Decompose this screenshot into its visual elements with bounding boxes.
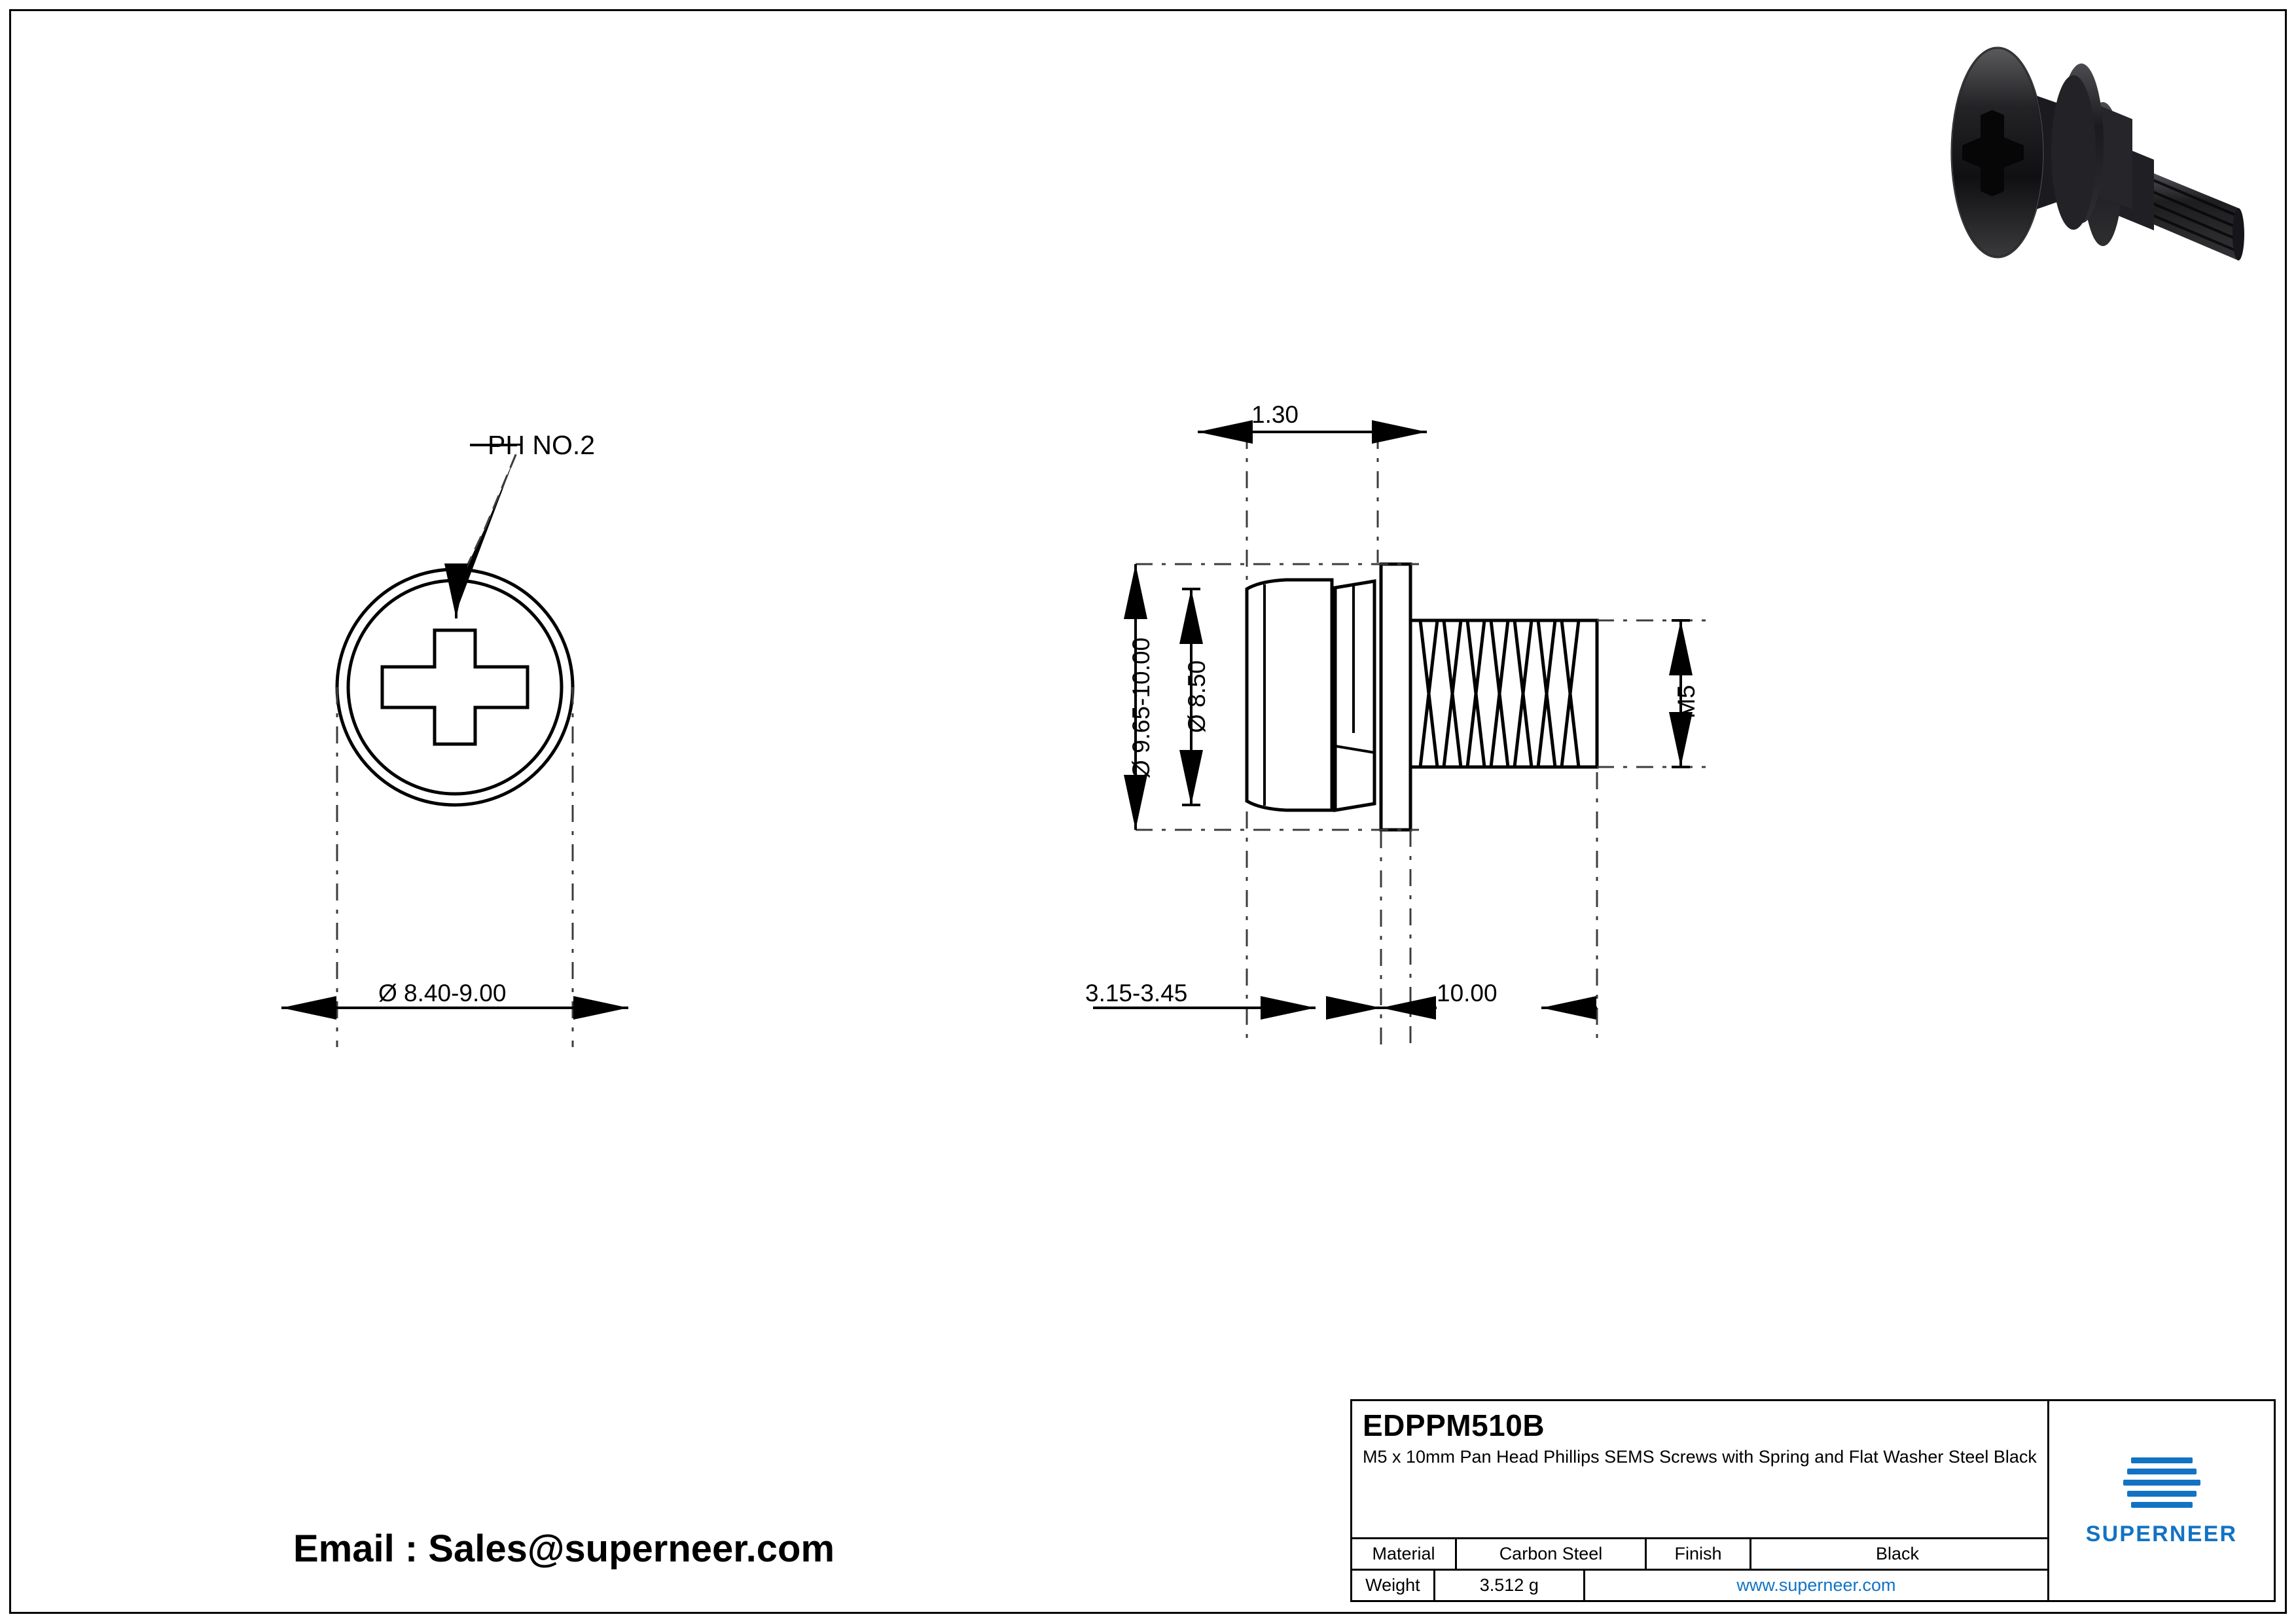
title-block — [1350, 1399, 2276, 1602]
contact-email[interactable]: Email : Sales@superneer.com — [293, 1527, 835, 1570]
brand-name: SUPERNEER — [2085, 1521, 2238, 1546]
dim-washer-thickness: 1.30 — [1251, 401, 1299, 428]
isometric-screw-preview — [1952, 48, 2244, 260]
weight-value: 3.512 g — [1435, 1571, 1585, 1600]
leader-label-ph-no2: PH NO.2 — [488, 430, 596, 460]
dim-thread-size: M5 — [1673, 685, 1700, 719]
table-row — [1352, 1539, 2047, 1569]
website-link[interactable]: www.superneer.com — [1736, 1575, 1896, 1595]
material-label: Material — [1352, 1539, 1457, 1569]
finish-label: Finish — [1647, 1539, 1751, 1569]
dim-thread-length: 10.00 — [1437, 980, 1498, 1007]
title-block-left — [1352, 1401, 2049, 1600]
side-view — [1093, 432, 1708, 1047]
part-code: EDPPM510B — [1363, 1408, 1545, 1442]
finish-value: Black — [1875, 1544, 1920, 1563]
spec-table — [1352, 1537, 2047, 1600]
dim-head-diameter-top: Ø 8.40-9.00 — [378, 980, 507, 1007]
dim-head-height: 3.15-3.45 — [1085, 980, 1188, 1007]
dim-head-diameter-side: Ø 8.50 — [1183, 660, 1210, 733]
material-value: Carbon Steel — [1457, 1539, 1647, 1569]
weight-label: Weight — [1352, 1571, 1435, 1600]
top-view — [281, 445, 628, 1047]
brand-block — [2049, 1401, 2274, 1600]
dim-washer-diameter: Ø 9.65-10.00 — [1128, 637, 1155, 779]
table-row — [1352, 1569, 2047, 1600]
part-description: M5 x 10mm Pan Head Phillips SEMS Screws with Spring and Flat Washer Steel Black — [1363, 1447, 2037, 1467]
superneer-logo-icon — [2121, 1455, 2203, 1515]
